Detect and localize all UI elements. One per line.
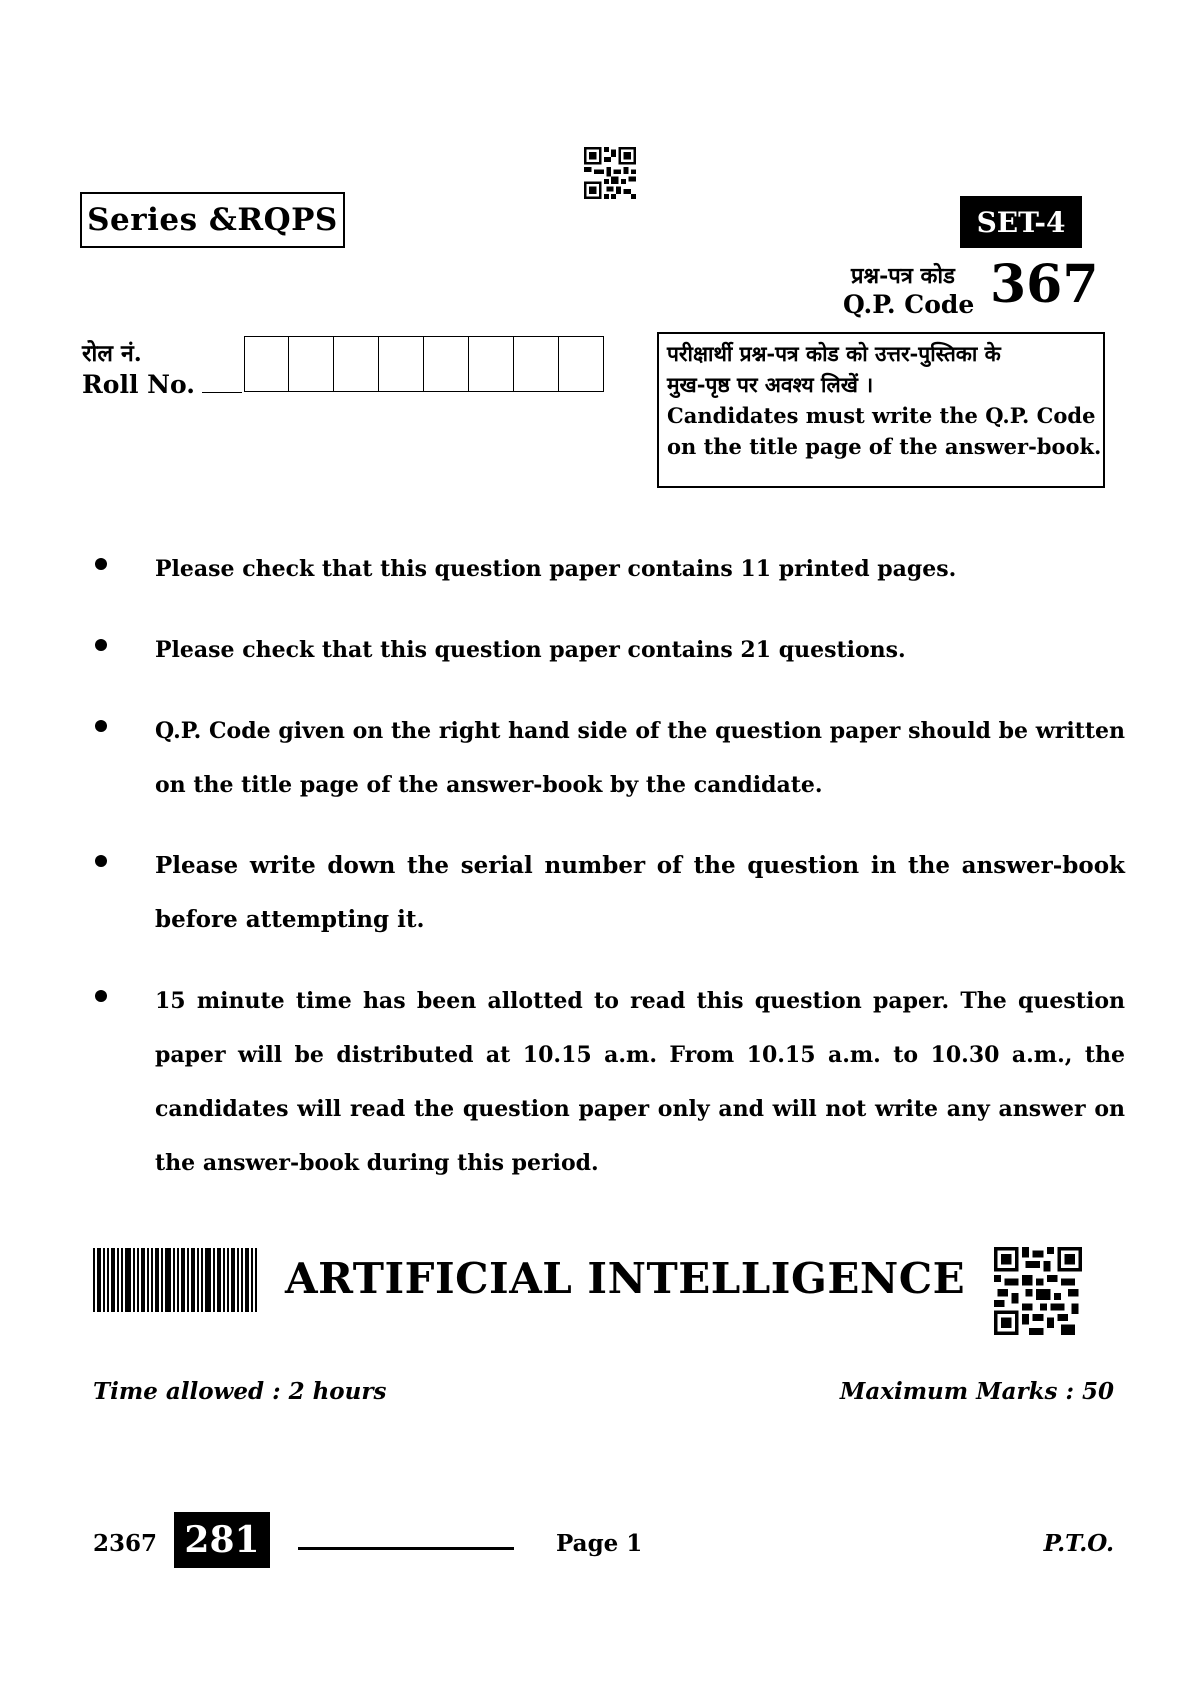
qp-code-notice-box (657, 332, 1105, 488)
instruction-text: Q.P. Code given on the right hand side of the question paper should be written on the title page of the answer-book by the candidate. (155, 718, 1125, 798)
bullet-icon (95, 639, 107, 651)
series-label: Series &RQPS (87, 202, 338, 238)
bullet-icon (95, 720, 107, 732)
notice-english-line-1: Candidates must write the Q.P. Code (667, 403, 1096, 428)
footer-code: 2367 (93, 1530, 158, 1557)
notice-hindi-line-2: मुख-पृष्ठ पर अवश्य लिखें । (667, 372, 874, 397)
page-number: Page 1 (556, 1530, 643, 1557)
set-badge: SET-4 (960, 196, 1082, 248)
roll-no-cell[interactable] (244, 336, 289, 392)
pto-label: P.T.O. (1043, 1530, 1114, 1557)
qp-code-hindi-label: प्रश्न-पत्र कोड (851, 263, 955, 289)
notice-english-line-2: on the title page of the answer-book. (667, 434, 1102, 459)
roll-no-grid[interactable] (244, 336, 604, 394)
instruction-text: Please write down the serial number of the question in the answer-book before attempting it. (155, 852, 1125, 933)
bullet-icon (95, 558, 107, 570)
bullet-icon (95, 990, 107, 1002)
top-qr-code-icon (584, 146, 636, 200)
roll-no-cell[interactable] (514, 336, 559, 392)
footer-badge: 281 (174, 1512, 270, 1568)
instruction-text: 15 minute time has been allotted to read this question paper. The question paper will be distributed at 10.15 a.m. From 10.15 a.m. to 10.30 a.m., the candidates will read the question paper only and will not write any answer on the answer-book during this period. (155, 988, 1125, 1176)
series-box (80, 192, 345, 248)
roll-no-cell[interactable] (379, 336, 424, 392)
bullet-icon (95, 855, 107, 867)
maximum-marks: Maximum Marks : 50 (839, 1378, 1114, 1405)
roll-no-hindi-label: रोल नं. (82, 340, 142, 367)
roll-no-underline (202, 392, 242, 393)
instruction-item (95, 839, 1125, 947)
instruction-item (95, 974, 1125, 1190)
roll-no-label: Roll No. (82, 370, 195, 399)
roll-no-cell[interactable] (334, 336, 379, 392)
barcode-icon (93, 1248, 257, 1312)
instruction-item (95, 623, 1125, 677)
qp-code-number: 367 (990, 254, 1099, 315)
instruction-text: Please check that this question paper contains 21 questions. (155, 637, 906, 663)
time-allowed: Time allowed : 2 hours (93, 1378, 387, 1405)
footer-divider (298, 1547, 514, 1550)
roll-no-cell[interactable] (289, 336, 334, 392)
instruction-item (95, 704, 1125, 812)
qp-code-label: Q.P. Code (843, 290, 975, 319)
roll-no-cell[interactable] (424, 336, 469, 392)
roll-no-cell[interactable] (469, 336, 514, 392)
subject-qr-code-icon (994, 1246, 1082, 1336)
subject-title: ARTIFICIAL INTELLIGENCE (285, 1254, 966, 1303)
instructions-list (95, 542, 1125, 1190)
instruction-item (95, 542, 1125, 596)
instruction-text: Please check that this question paper contains 11 printed pages. (155, 556, 957, 582)
notice-hindi-line-1: परीक्षार्थी प्रश्न-पत्र कोड को उत्तर-पुस्तिका के (667, 341, 1001, 366)
roll-no-cell[interactable] (559, 336, 604, 392)
